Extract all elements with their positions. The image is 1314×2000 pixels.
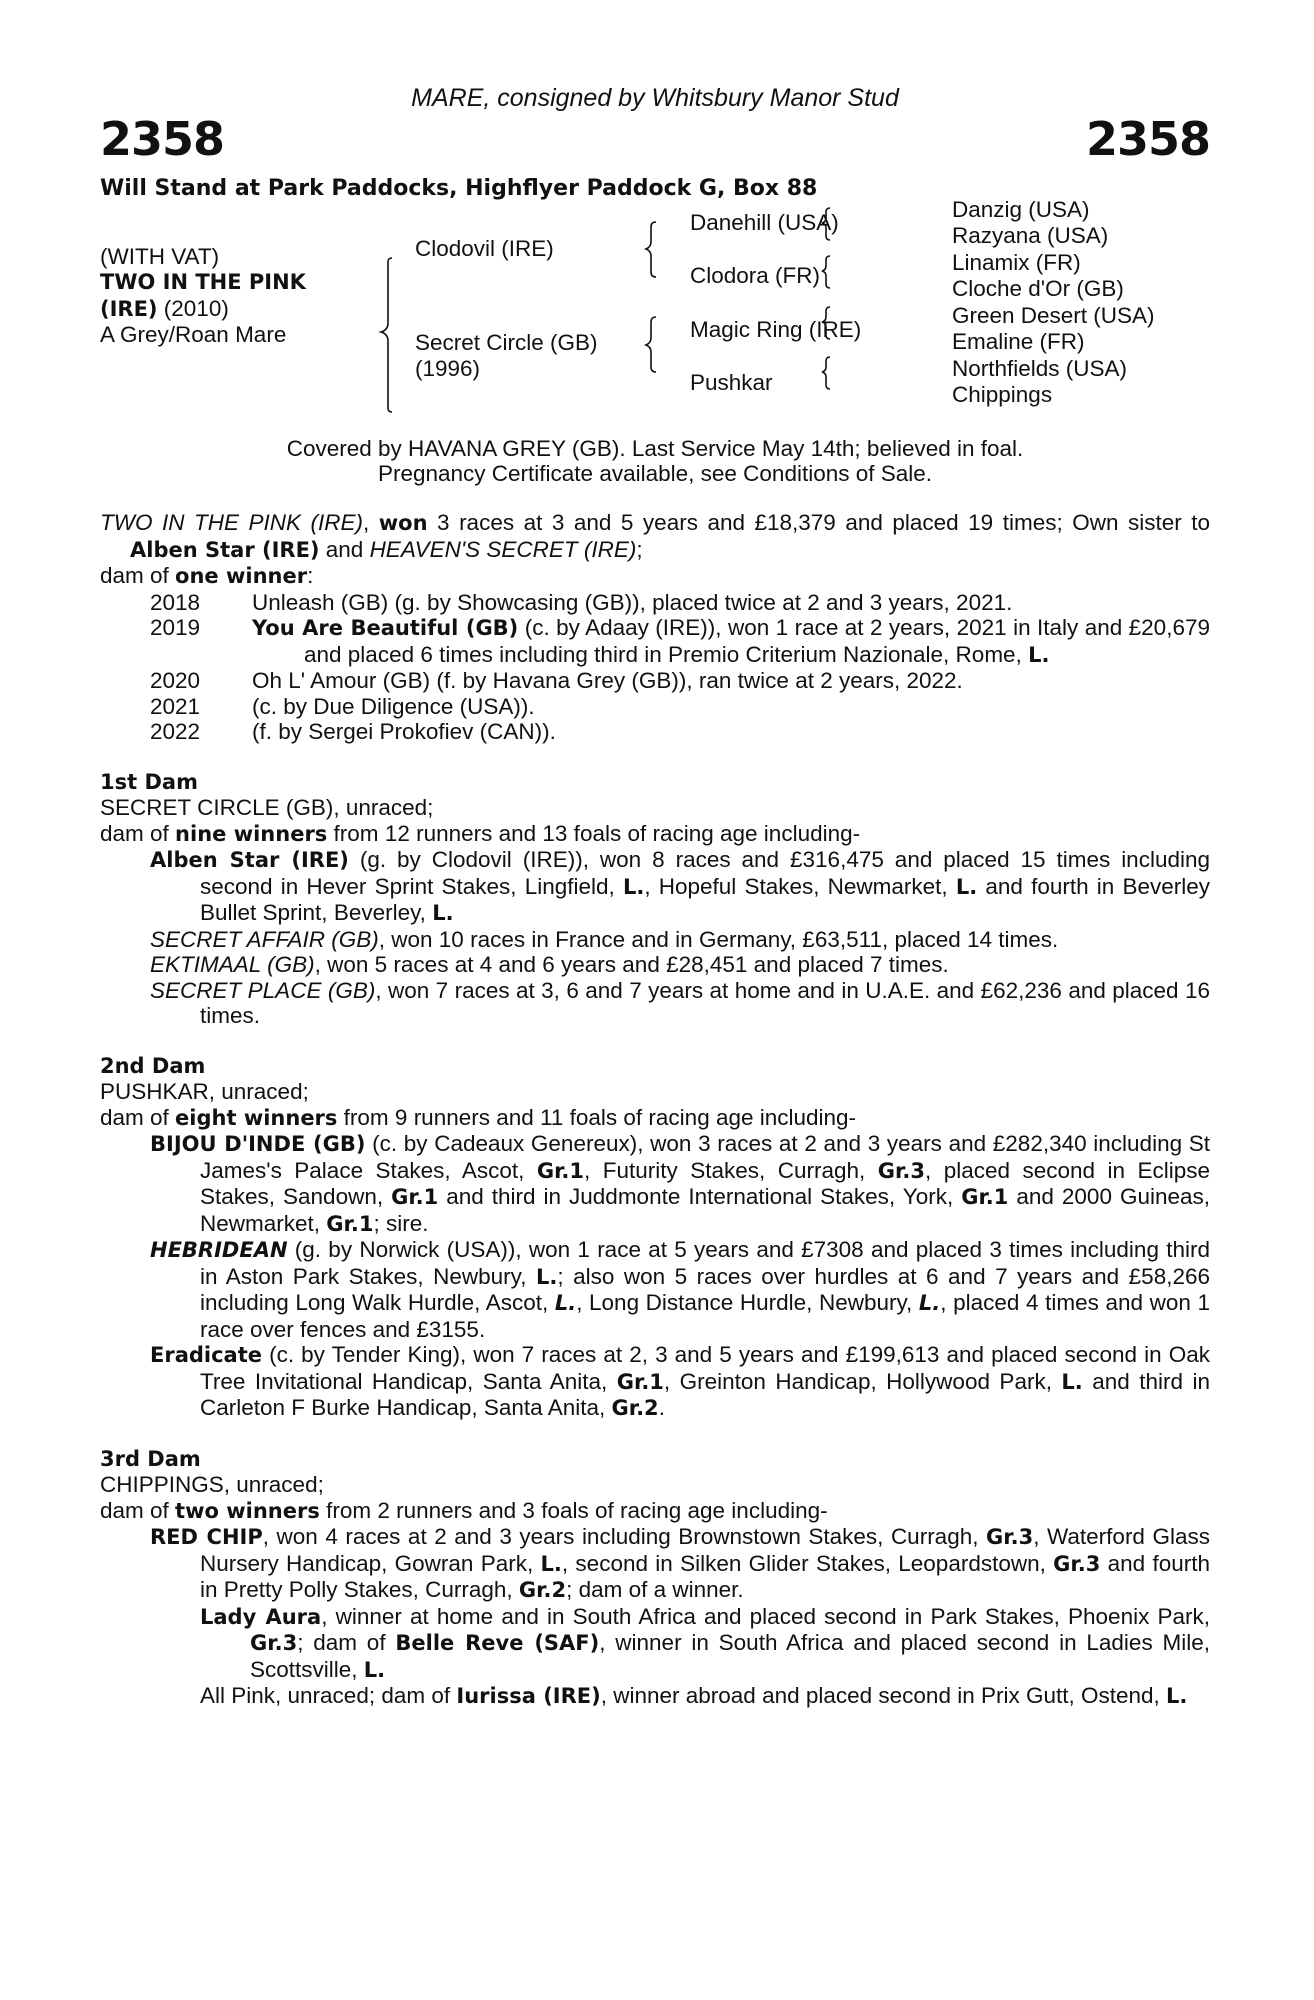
- produce-all-pink: All Pink, unraced; dam of Iurissa (IRE), winner abroad and placed second in Prix Gutt, Ostend, L.: [200, 1683, 1188, 1708]
- progeny-row: 2021 (c. by Due Diligence (USA)).: [150, 693, 535, 719]
- sire-sire: Danehill (USA): [690, 210, 839, 235]
- horse-country: (IRE): [100, 297, 158, 321]
- vat-note: (WITH VAT): [100, 244, 220, 269]
- produce-secret-place: SECRET PLACE (GB), won 7 races at 3, 6 and 7 years at home and in U.A.E. and £62,236 and placed 16 times.: [150, 977, 1210, 1028]
- catalogue-body: [100, 510, 1210, 1710]
- first-dam-summary: dam of nine winners from 12 runners and 13 foals of racing age including-: [100, 820, 861, 846]
- produce-lady-aura: Lady Aura, winner at home and in South Africa and placed second in Park Stakes, Phoenix Park, Gr.3; dam of Belle Reve (SAF), winner in South Africa and placed second in Ladies Mile, Scottsville, L.: [200, 1603, 1210, 1682]
- intro-damof: dam of one winner:: [100, 563, 314, 588]
- progeny-row: 2020 Oh L' Amour (GB) (f. by Havana Grey (GB)), ran twice at 2 years, 2022.: [150, 668, 963, 693]
- produce-eradicate: Eradicate (c. by Tender King), won 7 races at 2, 3 and 5 years and £199,613 and placed second in Oak Tree Invitational Handicap, Santa Anita, Gr.1, Greinton Handicap, Hollywood Park, L. and third in Carleton F Burke Handicap, Santa Anita, Gr.2.: [150, 1342, 1210, 1420]
- progeny-row: 2022 (f. by Sergei Prokofiev (CAN)).: [150, 719, 556, 744]
- horse-name: TWO IN THE PINK: [100, 270, 306, 294]
- dam-year: (1996): [415, 356, 481, 381]
- second-dam-heading: 2nd Dam: [100, 1053, 206, 1078]
- gen3-2: Razyana (USA): [952, 223, 1109, 248]
- gen3-3: Linamix (FR): [952, 250, 1081, 275]
- produce-hebridean: HEBRIDEAN (g. by Norwick (USA)), won 1 race at 5 years and £7308 and placed 3 times including third in Aston Park Stakes, Newbury, L.; also won 5 races over hurdles at 6 and 7 years and £58,266 including Long Walk Hurdle, Ascot, L., Long Distance Hurdle, Newbury, L., placed 4 times and won 1 race over fences and £3155.: [150, 1237, 1210, 1342]
- progeny-row: 2019 You Are Beautiful (GB) (c. by Adaay (IRE)), won 1 race at 2 years, 2021 in Italy and £20,679 and placed 6 times including third in Premio Criterium Nazionale, Rome, L.: [150, 615, 1210, 667]
- first-dam-name: SECRET CIRCLE (GB), unraced;: [100, 795, 434, 820]
- lot-number-right: 2358: [1085, 112, 1210, 166]
- produce-secret-affair: SECRET AFFAIR (GB), won 10 races in France and in Germany, £63,511, placed 14 times.: [150, 926, 1059, 952]
- consignor-line: MARE, consigned by Whitsbury Manor Stud: [411, 84, 899, 112]
- produce-bijou-dinde: BIJOU D'INDE (GB) (c. by Cadeaux Genereux), won 3 races at 2 and 3 years and £282,340 including St James's Palace Stakes, Ascot, Gr.1, Futurity Stakes, Curragh, Gr.3, placed second in Eclipse Stakes, Sandown, Gr.1 and third in Juddmonte International Stakes, York, Gr.1 and 2000 Guineas, Newmarket, Gr.1; sire.: [150, 1131, 1211, 1236]
- produce-ektimaal: EKTIMAAL (GB), won 5 races at 4 and 6 years and £28,451 and placed 7 times.: [150, 952, 949, 977]
- gen3-5: Green Desert (USA): [952, 303, 1155, 328]
- gen3-7: Northfields (USA): [952, 356, 1128, 381]
- dam-name: Secret Circle (GB): [415, 330, 598, 355]
- covered-note: [100, 436, 1210, 486]
- horse-year: (2010): [157, 296, 229, 321]
- produce-red-chip: RED CHIP, won 4 races at 2 and 3 years including Brownstown Stakes, Curragh, Gr.3, Waterford Glass Nursery Handicap, Gowran Park, L., second in Silken Glider Stakes, Leopardstown, Gr.3 and fourth in Pretty Polly Stakes, Curragh, Gr.2; dam of a winner.: [150, 1524, 1211, 1602]
- pedigree-table: [100, 197, 1210, 430]
- horse-description: A Grey/Roan Mare: [100, 322, 287, 347]
- intro-paragraph: TWO IN THE PINK (IRE), won 3 races at 3 and 5 years and £18,379 and placed 19 times; Own sister to Alben Star (IRE) and HEAVEN'S SECRET (IRE);: [100, 510, 1210, 562]
- third-dam-name: CHIPPINGS, unraced;: [100, 1472, 324, 1497]
- produce-alben-star: Alben Star (IRE) (g. by Clodovil (IRE)), won 8 races and £316,475 and placed 15 times including second in Hever Sprint Stakes, Lingfield, L., Hopeful Stakes, Newmarket, L. and fourth in Beverley Bullet Sprint, Beverley, L.: [150, 847, 1211, 925]
- gen3-6: Emaline (FR): [952, 329, 1085, 354]
- covered-line1: Covered by HAVANA GREY (GB). Last Service May 14th; believed in foal.: [286, 436, 1024, 461]
- third-dam-heading: 3rd Dam: [100, 1446, 201, 1471]
- horse-name-line2: [100, 296, 229, 322]
- catalogue-page: [100, 0, 1210, 2000]
- second-dam-name: PUSHKAR, unraced;: [100, 1079, 309, 1104]
- first-dam-heading: 1st Dam: [100, 769, 198, 794]
- gen3-8: Chippings: [952, 382, 1053, 407]
- dam-dam: Pushkar: [690, 370, 773, 395]
- third-dam-summary: dam of two winners from 2 runners and 3 foals of racing age including-: [100, 1497, 828, 1523]
- lot-number-left: 2358: [100, 112, 225, 166]
- second-dam-summary: dam of eight winners from 9 runners and 11 foals of racing age including-: [100, 1104, 857, 1130]
- sire-dam: Clodora (FR): [690, 263, 821, 288]
- covered-line2: Pregnancy Certificate available, see Conditions of Sale.: [377, 461, 933, 486]
- gen3-4: Cloche d'Or (GB): [952, 276, 1124, 301]
- sire-name: Clodovil (IRE): [415, 236, 554, 261]
- gen3-1: Danzig (USA): [952, 197, 1090, 222]
- dam-sire: Magic Ring (IRE): [690, 317, 862, 342]
- progeny-row: 2018 Unleash (GB) (g. by Showcasing (GB)), placed twice at 2 and 3 years, 2021.: [150, 589, 1013, 615]
- standing-location: Will Stand at Park Paddocks, Highflyer Paddock G, Box 88: [100, 176, 818, 201]
